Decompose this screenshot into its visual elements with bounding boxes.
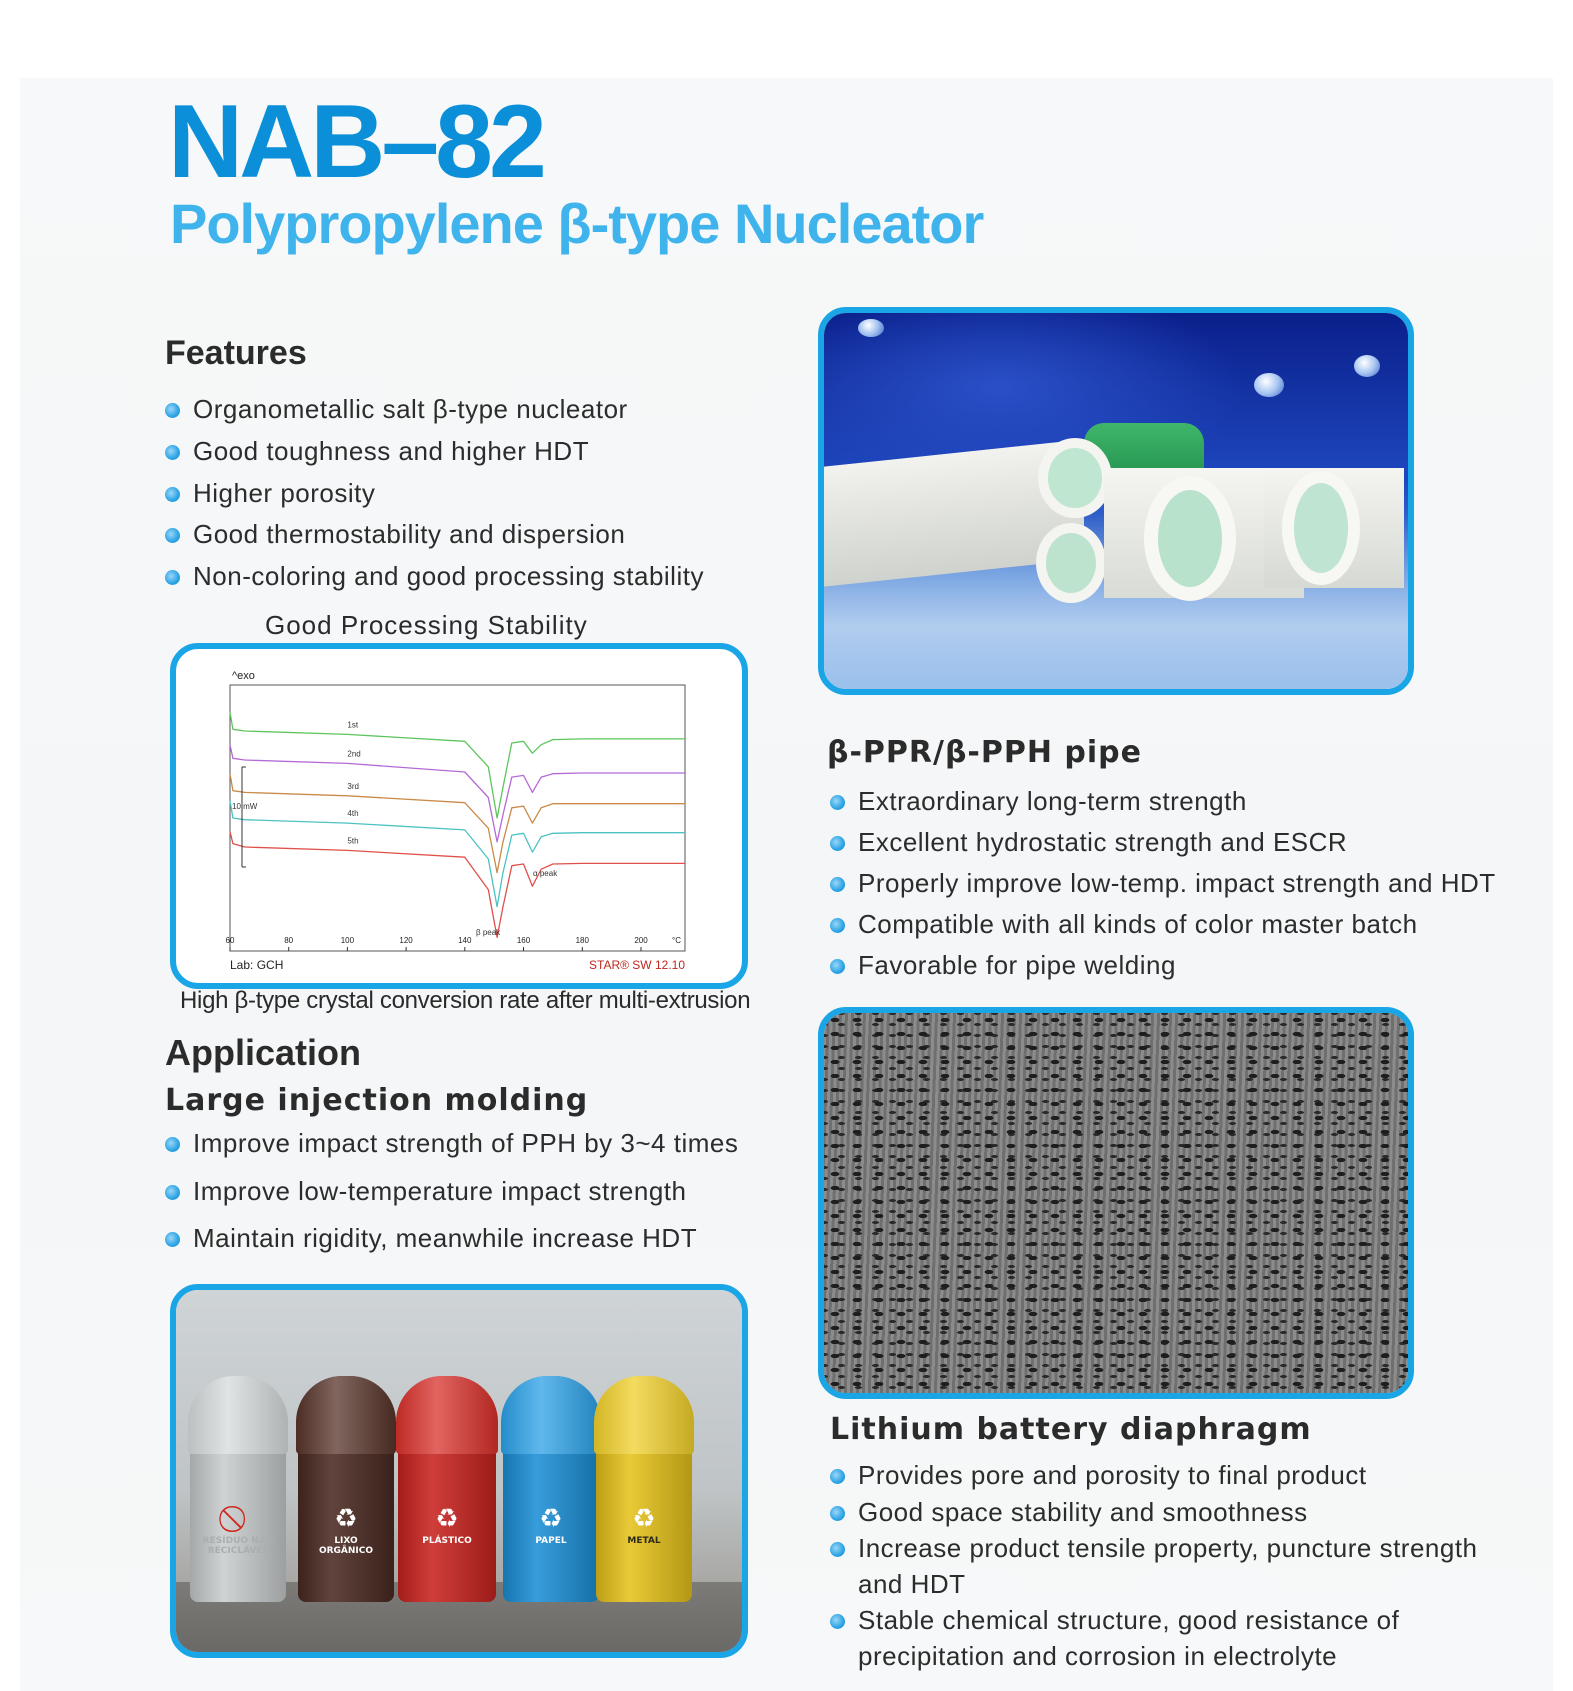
list-item: Maintain rigidity, meanwhile increase HDT	[165, 1223, 738, 1267]
dsc-chart-frame	[170, 643, 748, 989]
no-recycle-icon	[190, 1506, 286, 1532]
injection-list	[165, 1128, 738, 1267]
recycle-icon: ♻	[334, 1504, 358, 1534]
x-tick-label: 60	[225, 936, 235, 945]
list-item: Good toughness and higher HDT	[165, 436, 704, 478]
bullet-icon	[165, 445, 180, 460]
recycling-bin	[298, 1376, 394, 1602]
scale-label: 10 mW	[232, 802, 258, 811]
series-label: 2nd	[347, 749, 361, 759]
injection-heading: Large injection molding	[165, 1083, 589, 1118]
bin-lid	[188, 1376, 288, 1454]
bin-label: RESÍDUO NÃO RECICLÁVEL	[202, 1536, 274, 1556]
recycling-bin	[503, 1376, 599, 1602]
series-label: 3rd	[347, 781, 359, 791]
x-tick-label: 80	[284, 936, 294, 945]
series-line-4th	[230, 801, 685, 907]
software-label: STAR® SW 12.10	[589, 958, 685, 972]
lab-label: Lab: GCH	[230, 958, 284, 972]
series-label: 4th	[347, 809, 359, 819]
list-item: Excellent hydrostatic strength and ESCR	[830, 827, 1496, 868]
series-line-2nd	[230, 745, 685, 842]
bullet-icon	[830, 1542, 845, 1557]
pipe-end	[1038, 438, 1112, 518]
recycle-icon: ♻	[435, 1504, 459, 1534]
list-item: Stable chemical structure, good resistance of	[830, 1605, 1478, 1641]
list-item: Good thermostability and dispersion	[165, 519, 704, 561]
plot-area	[230, 685, 685, 951]
bullet-icon	[165, 1185, 180, 1200]
series-line-5th	[230, 832, 685, 938]
recycle-icon: ♻	[539, 1504, 563, 1534]
pipe-heading: β-PPR/β-PPH pipe	[827, 735, 1142, 770]
bullet-icon	[830, 836, 845, 851]
series-label: 5th	[347, 836, 359, 846]
pipe-end	[1144, 476, 1236, 601]
features-heading: Features	[165, 334, 307, 372]
dsc-chart	[176, 649, 742, 983]
bin-lid	[501, 1376, 601, 1454]
battery-heading: Lithium battery diaphragm	[830, 1412, 1312, 1447]
recycling-bin	[190, 1376, 286, 1602]
bin-lid	[296, 1376, 396, 1454]
bullet-icon	[830, 1506, 845, 1521]
list-item: Extraordinary long-term strength	[830, 786, 1496, 827]
list-item: Favorable for pipe welding	[830, 950, 1496, 991]
x-tick-label: 160	[516, 936, 531, 945]
bullet-icon	[830, 1469, 845, 1484]
water-droplet	[858, 319, 884, 337]
bullet-icon	[830, 1614, 845, 1629]
bullet-icon	[830, 795, 845, 810]
list-item: Provides pore and porosity to final product	[830, 1460, 1478, 1497]
bullet-icon	[830, 918, 845, 933]
bin-label: METAL	[627, 1536, 661, 1546]
bin-lid	[594, 1376, 694, 1454]
series-label: 1st	[347, 720, 359, 730]
list-item: Compatible with all kinds of color master batch	[830, 909, 1496, 950]
recycling-bin	[398, 1376, 496, 1602]
x-tick-label: 200	[634, 936, 648, 945]
y-axis-label: ^exo	[232, 670, 255, 682]
list-item-continuation: precipitation and corrosion in electrolyte	[858, 1641, 1338, 1671]
list-item: Increase product tensile property, puncture strength	[830, 1533, 1478, 1569]
application-heading: Application	[165, 1032, 361, 1073]
x-tick-label: 140	[458, 936, 472, 945]
alpha-peak-label: α peak	[533, 869, 558, 878]
x-tick-label: 100	[340, 936, 355, 945]
product-subtitle: Polypropylene β-type Nucleator	[170, 192, 984, 255]
porous-membrane-texture	[824, 1013, 1408, 1393]
pipes-photo	[818, 307, 1414, 695]
bin-label: LIXO ORGÂNICO	[318, 1536, 374, 1556]
features-list	[165, 394, 704, 603]
bullet-icon	[165, 403, 180, 418]
list-item: Improve low-temperature impact strength	[165, 1176, 738, 1223]
list-item-continuation: and HDT	[858, 1569, 966, 1599]
list-item: Organometallic salt β-type nucleator	[165, 394, 704, 436]
bins-photo	[170, 1284, 748, 1658]
chart-caption: High β-type crystal conversion rate after multi-extrusion	[180, 987, 751, 1014]
product-title: NAB–82	[168, 84, 543, 200]
recycle-icon: ♻	[632, 1504, 656, 1534]
recycling-bin	[596, 1376, 692, 1602]
list-item: Non-coloring and good processing stability	[165, 561, 704, 603]
water-droplet	[1354, 355, 1380, 377]
bullet-icon	[165, 528, 180, 543]
series-line-3rd	[230, 774, 685, 873]
bullet-icon	[165, 487, 180, 502]
x-tick-label: 180	[575, 936, 589, 945]
bullet-icon	[830, 959, 845, 974]
water-droplet	[1254, 373, 1284, 397]
list-item: Properly improve low-temp. impact strength and HDT	[830, 868, 1496, 909]
pipe-end	[1282, 471, 1360, 585]
bin-label: PAPEL	[535, 1536, 567, 1546]
x-axis-unit: °C	[672, 936, 681, 945]
bin-label: PLÁSTICO	[422, 1536, 472, 1546]
bin-lid	[396, 1376, 498, 1454]
pipe-end	[1036, 523, 1106, 603]
beta-peak-label: β peak	[476, 928, 501, 937]
bullet-icon	[165, 1232, 180, 1247]
battery-list	[830, 1460, 1478, 1677]
chart-heading: Good Processing Stability	[265, 610, 588, 640]
list-item: Good space stability and smoothness	[830, 1497, 1478, 1533]
bullet-icon	[165, 570, 180, 585]
membrane-sem-photo	[818, 1007, 1414, 1399]
bullet-icon	[165, 1137, 180, 1152]
list-item: Improve impact strength of PPH by 3~4 times	[165, 1128, 738, 1176]
pipe-list	[830, 786, 1496, 991]
list-item: Higher porosity	[165, 478, 704, 519]
bullet-icon	[830, 877, 845, 892]
x-tick-label: 120	[399, 936, 413, 945]
